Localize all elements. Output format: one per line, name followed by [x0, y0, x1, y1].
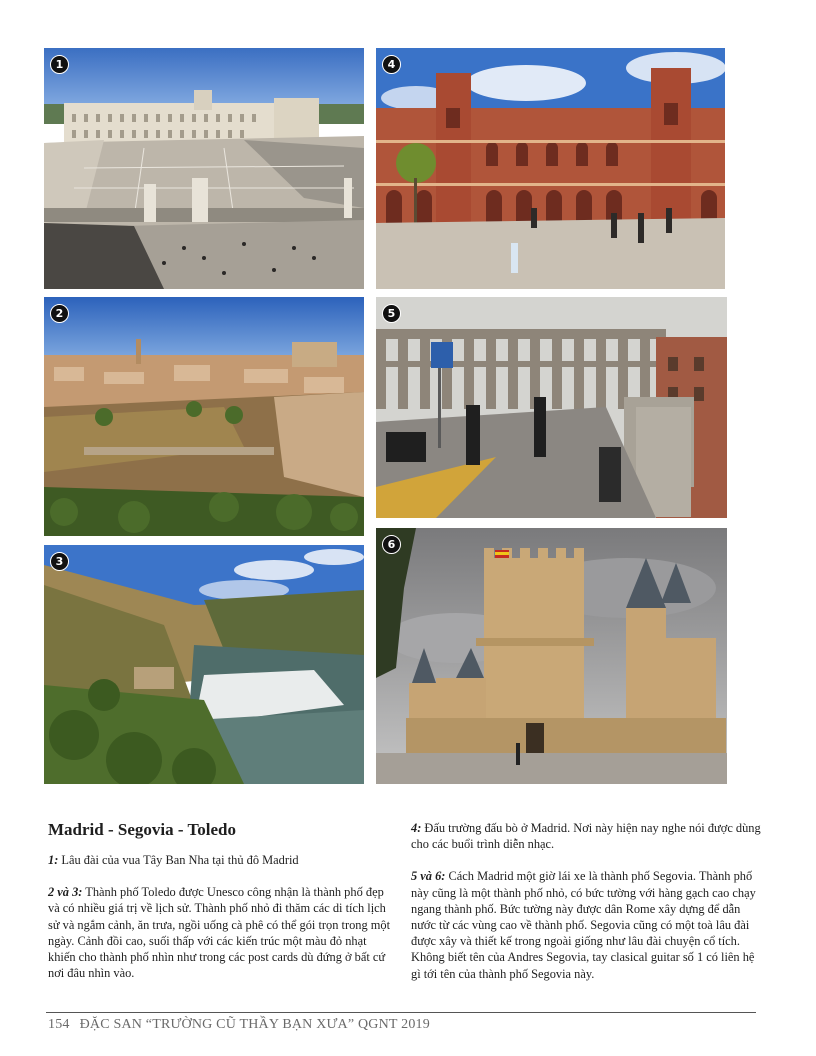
page-number: 154 [48, 1017, 70, 1032]
caption-item [48, 852, 394, 868]
photo-number-badge: 2 [50, 304, 69, 323]
photo-number-badge: 4 [382, 55, 401, 74]
caption-note: Không biết tên của Andres Segovia, tay clasical guitar số 1 có liên hệ gì tới tên của thành phố Segovia này. [411, 950, 755, 981]
caption-text: Đấu trường đấu bò ở Madrid. Nơi này hiện nay nghe nói được dùng cho các buổi trình diễn nhạc. [411, 821, 761, 852]
aqueduct-image [376, 297, 727, 518]
photo-toledo-river [44, 545, 364, 784]
photo-number-badge: 5 [382, 304, 401, 323]
caption-number: 2 và 3: [48, 885, 83, 900]
caption-text: Lâu đài của vua Tây Ban Nha tại thủ đô Madrid [58, 853, 299, 867]
publication-title: ĐẶC SAN “TRƯỜNG CŨ THẦY BẠN XƯA” QGNT 2019 [79, 1017, 430, 1032]
toledo-river-image [44, 545, 364, 784]
photo-segovia-alcazar [376, 528, 727, 784]
photo-royal-palace [44, 48, 364, 289]
page-footer [48, 1017, 440, 1033]
photo-number-badge: 1 [50, 55, 69, 74]
royal-palace-image [44, 48, 364, 289]
photo-toledo-view [44, 297, 364, 536]
caption-item [48, 884, 394, 981]
photo-segovia-aqueduct [376, 297, 727, 518]
article-title: Madrid - Segovia - Toledo [48, 820, 236, 839]
photo-number-badge: 6 [382, 535, 401, 554]
caption-number: 1: [48, 853, 59, 867]
photo-bullring [376, 48, 725, 289]
toledo-view-image [44, 297, 364, 536]
bullring-image [376, 48, 725, 289]
caption-text: Thành phố Toledo được Unesco công nhận là thành phố đẹp và có nhiều giá trị về lịch sử. Thành phố nhỏ đi thăm các di tích lịch sử và ngắm cảnh, ăn trưa, ngồi uống cà phê có thể gói trọn trong một ngày. Cảnh đồi cao, suối thấp với các kiến trúc một màu đỏ nhạt khiến cho thành phố nhìn như trong các post cards dù đứng ở bất cứ nơi đâu nhìn vào. [48, 885, 391, 981]
caption-number: 5 và 6: [411, 869, 446, 884]
caption-item [411, 868, 761, 949]
caption-text: Cách Madrid một giờ lái xe là thành phố Segovia. Thành phố này cũng là một thành phố nhỏ, có bức tường với hàng gạch cao chạy ngang thành phố. Bức tường này được dân Rome xây dựng để dẫn nước từ các vùng cao về thành phố. Segovia cũng có một toà lâu đài được xây và thiết kế trong ngoài giống như lâu đài chuyện cổ tích. [411, 869, 756, 949]
alcazar-image [376, 528, 727, 784]
caption-item [411, 820, 761, 852]
photo-number-badge: 3 [50, 552, 69, 571]
caption-number: 4: [411, 821, 422, 835]
caption-right-column [411, 820, 761, 982]
caption-left-column [48, 820, 394, 981]
footer-divider [46, 1012, 756, 1013]
